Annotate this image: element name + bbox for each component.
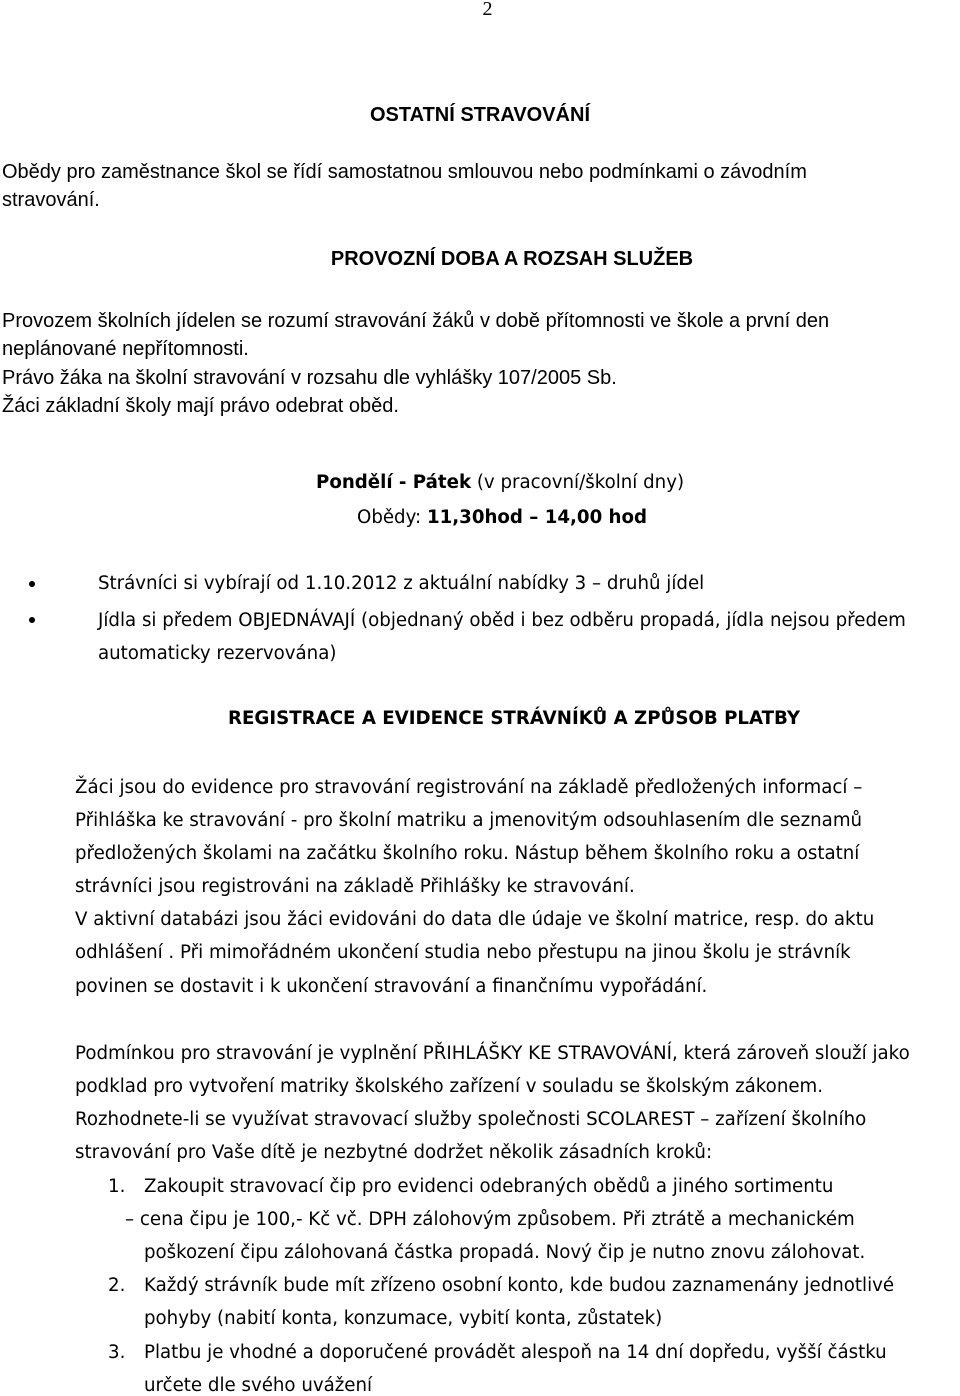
lunch-label: Obědy:	[357, 507, 427, 528]
step-number: 1.	[108, 1176, 126, 1197]
bullet-icon	[29, 617, 35, 623]
paragraph-line: Provozem školních jídelen se rozumí stravování žáků v době přítomnosti ve škole a první den	[2, 310, 830, 332]
heading-registrace: REGISTRACE A EVIDENCE STRÁVNÍKŮ A ZPŮSOB PLATBY	[228, 708, 801, 729]
paragraph-line: neplánované nepřítomnosti.	[2, 338, 249, 360]
paragraph-line: podklad pro vytvoření matriky školského zařízení v souladu se školským zákonem.	[75, 1076, 824, 1097]
paragraph-line: předložených školami na začátku školního roku. Nástup během školního roku a ostatní	[75, 843, 860, 864]
bullet-item: Strávníci si vybírají od 1.10.2012 z aktuální nabídky 3 – druhů jídel	[98, 573, 705, 594]
paragraph-line: V aktivní databázi jsou žáci evidováni do data dle údaje ve školní matrice, resp. do aktu	[75, 909, 875, 930]
operating-days	[316, 474, 684, 492]
step-continuation: pohyby (nabití konta, konzumace, vybití konta, zůstatek)	[144, 1308, 663, 1329]
step-number: 2.	[108, 1275, 126, 1296]
lunch-time: 11,30hod – 14,00 hod	[426, 507, 648, 528]
step-continuation: – cena čipu je 100,- Kč vč. DPH zálohovým způsobem. Při ztrátě a mechanickém	[125, 1209, 855, 1230]
paragraph-line: stravování pro Vaše dítě je nezbytné dodržet několik zásadních kroků:	[75, 1142, 713, 1163]
step-number: 3.	[108, 1342, 126, 1363]
days-range: Pondělí - Pátek	[316, 472, 472, 493]
paragraph-line: Obědy pro zaměstnance škol se řídí samostatnou smlouvou nebo podmínkami o závodním	[2, 161, 807, 183]
paragraph-line: Přihláška ke stravování - pro školní matriku a jmenovitým odsouhlasením dle seznamů	[75, 810, 863, 831]
paragraph-line: stravování.	[2, 189, 100, 211]
paragraph-line: povinen se dostavit i k ukončení stravování a finančnímu vypořádání.	[75, 976, 708, 997]
bullet-item-continuation: automaticky rezervována)	[98, 643, 337, 664]
step-text: Platbu je vhodné a doporučené provádět alespoň na 14 dní dopředu, vyšší částku	[144, 1342, 887, 1363]
page-number: 2	[482, 0, 493, 20]
heading-provozni-doba: PROVOZNÍ DOBA A ROZSAH SLUŽEB	[330, 248, 694, 270]
lunch-hours	[357, 509, 647, 527]
step-text: Každý strávník bude mít zřízeno osobní konto, kde budou zaznamenány jednotlivé	[144, 1275, 895, 1296]
paragraph-line: odhlášení . Při mimořádném ukončení studia nebo přestupu na jinou školu je strávník	[75, 942, 851, 963]
paragraph-line: Žáci základní školy mají právo odebrat oběd.	[2, 395, 399, 417]
paragraph-line: strávníci jsou registrováni na základě Přihlášky ke stravování.	[75, 876, 635, 897]
paragraph-line: Rozhodnete-li se využívat stravovací služby společnosti SCOLAREST – zařízení školního	[75, 1109, 867, 1130]
step-continuation: poškození čipu zálohovaná částka propadá. Nový čip je nutno znovu zálohovat.	[144, 1242, 866, 1263]
paragraph-line: Žáci jsou do evidence pro stravování registrování na základě předložených informací –	[75, 777, 863, 798]
bullet-icon	[29, 581, 35, 587]
paragraph-line: Právo žáka na školní stravování v rozsahu dle vyhlášky 107/2005 Sb.	[2, 367, 617, 389]
step-text: Zakoupit stravovací čip pro evidenci odebraných obědů a jiného sortimentu	[144, 1176, 834, 1197]
step-continuation: určete dle svého uvážení	[144, 1375, 373, 1396]
heading-ostatni-stravovani: OSTATNÍ STRAVOVÁNÍ	[370, 104, 590, 126]
bullet-item: Jídla si předem OBJEDNÁVAJÍ (objednaný oběd i bez odběru propadá, jídla nejsou předem	[98, 610, 906, 631]
paragraph-line: Podmínkou pro stravování je vyplnění PŘIHLÁŠKY KE STRAVOVÁNÍ, která zároveň slouží jako	[75, 1043, 910, 1064]
days-note: (v pracovní/školní dny)	[471, 472, 685, 493]
